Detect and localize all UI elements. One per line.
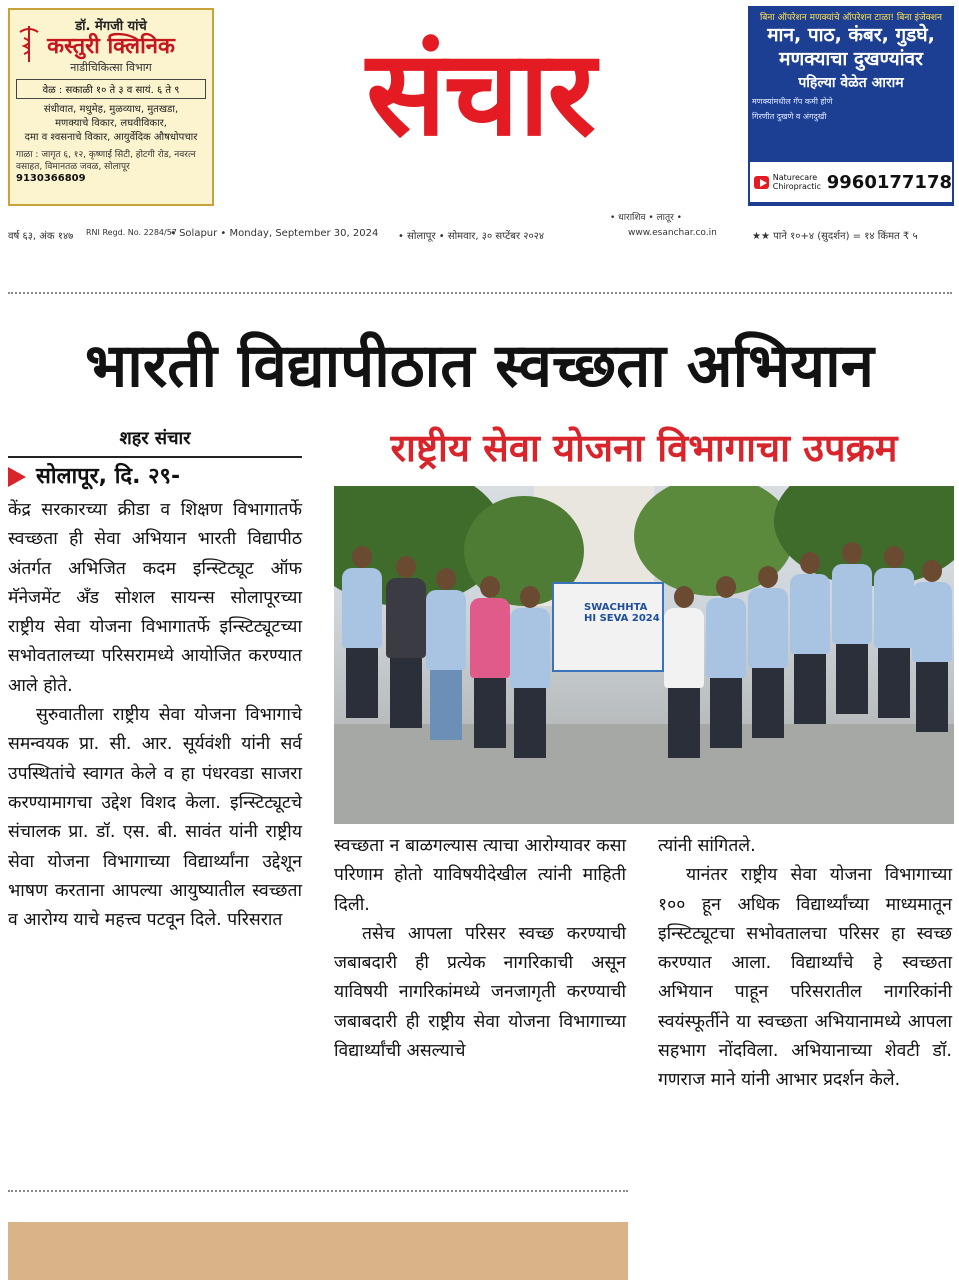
col2-paragraph-1: स्वच्छता न बाळगल्यास त्याचा आरोग्यावर कसा परिणाम होतो याविषयीदेखील त्यांनी माहिती दिली.: [334, 836, 626, 915]
triangle-marker-icon: [8, 467, 26, 487]
price-info: ★★ पाने १०+४ (सुदर्शन) = १४ किंमत ₹ ५: [752, 231, 918, 242]
article-column-3: [658, 832, 952, 1096]
ad-treatment-3: दमा व श्वसनाचे विकार, आयुर्वेदिक औषधोपचार: [24, 132, 198, 143]
registration-number: RNI Regd. No. 2284/57: [86, 228, 177, 237]
caduceus-icon: [16, 24, 42, 64]
next-article-photo: [8, 1222, 628, 1280]
ad-bullet-2: गिरणीत दुखणे व अंगदुखी: [752, 112, 827, 121]
photo-person: [832, 542, 872, 714]
ad-phone-number: 9960177178: [826, 171, 952, 193]
ad-contact-row: [750, 162, 952, 202]
section-label: शहर संचार: [8, 424, 302, 458]
ad-address: गाळा : जागृत ६, १२, कृष्णाई सिटी, होटगी रोड, नवरत्न वसाहत, विमानतळ जवळ, सोलापूर: [16, 150, 196, 172]
issue-number: वर्ष ६३, अंक १४७: [8, 231, 74, 242]
newspaper-logo: संचार: [366, 24, 594, 162]
col3-paragraph-2: यानंतर राष्ट्रीय सेवा योजना विभागाच्या १०० हून अधिक विद्यार्थ्यांच्या माध्यमातून इन्स्टिट्यूटचा सभोवतालचा परिसर हा स्वच्छ करण्यात आला. विद्यार्थ्यांचे हे स्वच्छता अभियान पाहून परिसरातील नागरिकांनी स्वयंस्फूर्तीने या स्वच्छता अभियानामध्ये आपला सहभाग नोंदविला. अभियानाच्या शेवटी डॉ. गणराज माने यांनी आभार प्रदर्शन केले.: [658, 865, 952, 1091]
ad-clinic-department: नाडीचिकित्सा विभाग: [70, 61, 152, 74]
ad-headline: मान, पाठ, कंबर, गुडघे, मणक्याचा दुखण्यांवर: [767, 24, 935, 70]
col1-paragraph-2: सुरुवातीला राष्ट्रीय सेवा योजना विभागाचे समन्वयक प्रा. सी. आर. सूर्यवंशी यांनी सर्व उपस्थितांचे स्वागत केले व हा पंधरवडा साजरा करण्यामागचा उद्देश विशद केला. इन्स्टिट्यूटचे संचालक प्रा. डॉ. एस. बी. सावंत यांनी राष्ट्रीय सेवा योजना विभागाच्या विद्यार्थ्यांना उद्देशून भाषण करताना आपल्या आयुष्यातील स्वच्छता व आरोग्य याचे महत्त्व पटवून दिले. परिसरात: [8, 705, 302, 931]
col3-paragraph-1: त्यांनी सांगितले.: [658, 836, 756, 856]
ad-brand: Naturecare Chiropractic: [772, 173, 822, 191]
clinic-advertisement: [8, 8, 214, 206]
dateline-bar: [8, 226, 952, 246]
article-column-1: [8, 496, 302, 935]
article-headline: भारती विद्यापीठात स्वच्छता अभियान: [85, 331, 874, 401]
ad-treatment-2: मणक्याचे विकार, लघवीविकार,: [55, 118, 167, 129]
story-dateline: [8, 460, 180, 490]
ad-treatment-1: संधीवात, मधुमेह, मुळव्याध, मुतखडा,: [43, 104, 179, 115]
ad-subline: पहिल्या वेळेत आराम: [798, 75, 904, 91]
website: www.esanchar.co.in: [628, 228, 717, 238]
article-photo: [334, 486, 954, 824]
photo-person: [510, 586, 550, 758]
article-column-2: [334, 832, 626, 1066]
photo-person: [706, 576, 746, 748]
chiropractic-advertisement: [748, 6, 954, 206]
ad-clinic-name: कस्तुरी क्लिनिक: [47, 34, 175, 59]
col1-paragraph-1: केंद्र सरकारच्या क्रीडा व शिक्षण विभागातर्फे स्वच्छता ही सेवा अभियान भारती विद्यापीठ अंतर्गत अभिजित कदम इन्स्टिट्यूट ऑफ मॅनेजमेंट अँड सोशल सायन्स सोलापूरच्या राष्ट्रीय सेवा योजना विभागातर्फे इन्स्टिट्यूटच्या सभोवतालच्या परिसरामध्ये आयोजित करण्यात आले होते.: [8, 500, 302, 696]
photo-person: [342, 546, 382, 718]
photo-person: [790, 552, 830, 724]
ad-phone: 9130366809: [16, 173, 86, 184]
photo-person: [426, 568, 466, 740]
photo-person: [874, 546, 914, 718]
story-dateline-text: सोलापूर, दि. २९-: [36, 464, 181, 489]
marathi-date: • सोलापूर • सोमवार, ३० सप्टेंबर २०२४: [398, 231, 545, 242]
photo-person: [748, 566, 788, 738]
photo-person: [386, 556, 426, 728]
ad-bullet-1: मणक्यांमधील गॅप कमी होणे: [752, 97, 833, 106]
youtube-icon: [754, 176, 769, 189]
ad-tagline: बिना ऑपरेशन मणक्यांचे ऑपरेशन टाळा! बिना इंजेक्शन: [759, 13, 943, 23]
divider: [8, 292, 952, 294]
photo-person: [664, 586, 704, 758]
english-date: • Solapur • Monday, September 30, 2024: [170, 228, 379, 239]
photo-banner: [552, 582, 664, 672]
ad-timing: वेळ : सकाळी १० ते ३ व सायं. ६ ते ९: [16, 79, 206, 99]
photo-banner-text: SWACHHTA HI SEVA 2024: [584, 602, 660, 624]
photo-person: [470, 576, 510, 748]
article-subheadline: राष्ट्रीय सेवा योजना विभागाचा उपक्रम: [390, 426, 898, 470]
ad-doctor-name: डॉ. मेंगजी यांचे: [75, 19, 147, 34]
col2-paragraph-2: तसेच आपला परिसर स्वच्छ करण्याची जबाबदारी ही प्रत्येक नागरिकाची असून याविषयी नागरिकांमध्ये जनजागृती करण्याची जबाबदारी ही राष्ट्रीय सेवा योजना विभागाच्या विद्यार्थ्यांची असल्याचे: [334, 923, 626, 1062]
divider: [8, 1190, 628, 1192]
photo-person: [912, 560, 952, 732]
edition-districts: • धाराशिव • लातूर •: [610, 213, 682, 223]
